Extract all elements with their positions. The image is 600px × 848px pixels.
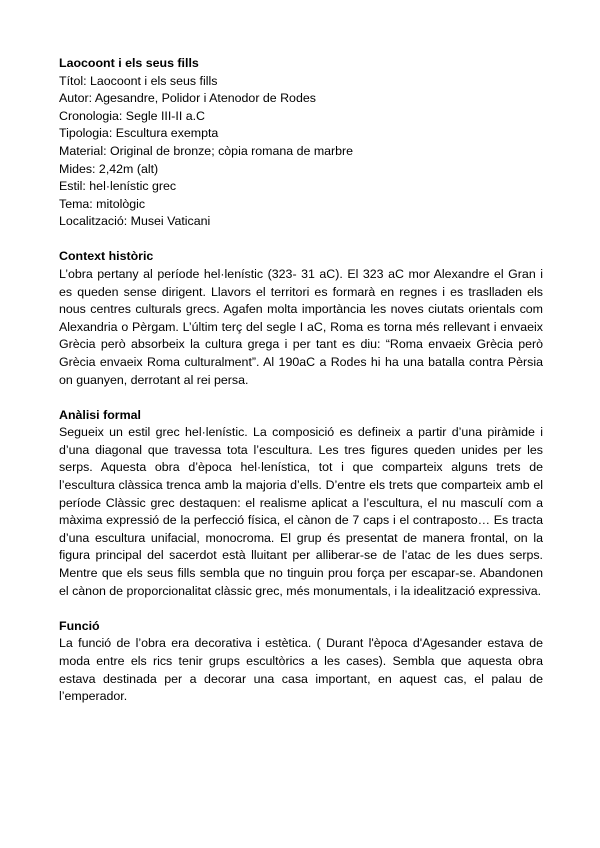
function-section	[59, 618, 543, 706]
document-title: Laocoont i els seus fills	[59, 56, 199, 70]
record-material-line: Material: Original de bronze; còpia romana de marbre	[59, 143, 354, 158]
historical-context-heading: Context històric	[59, 249, 154, 264]
record-size-line: Mides: 2,42m (alt)	[59, 161, 159, 176]
formal-analysis-heading: Anàlisi formal	[59, 407, 141, 422]
document-page	[59, 55, 543, 706]
record-chronology-line: Cronologia: Segle III-II a.C	[59, 108, 206, 123]
artwork-record	[59, 55, 543, 231]
function-heading: Funció	[59, 618, 100, 633]
record-location-line: Localització: Musei Vaticani	[59, 214, 211, 229]
historical-context-text: L’obra pertany al període hel·lenístic (323- 31 aC). El 323 aC mor Alexandre el Gran i es queden sense dirigent. Llavors el territori es formarà en regnes i es traslladen els nous centres culturals grecs. Agafen molta importància les noves ciutats orientals com Alexandria o Pèrgam. L’últim terç del segle I aC, Roma es torna més rellevant i envaeix Grècia però absorbeix la cultura grega i per tant es diu: “Roma envaeix Grècia però Grècia envaeix Roma culturalment”. Al 190aC a Rodes hi ha una batalla contra Pèrsia on guanyen, derrotant al rei persa.	[59, 267, 543, 387]
record-author-line: Autor: Agesandre, Polidor i Atenodor de Rodes	[59, 91, 316, 106]
historical-context-section	[59, 248, 543, 389]
formal-analysis-section	[59, 407, 543, 601]
record-style-line: Estil: hel·lenístic grec	[59, 179, 177, 194]
record-typology-line: Tipologia: Escultura exempta	[59, 126, 219, 141]
record-theme-line: Tema: mitològic	[59, 196, 146, 211]
formal-analysis-text: Segueix un estil grec hel·lenístic. La composició es defineix a partir d’una piràmide i d’una diagonal que travessa tota l’escultura. Les tres figures queden unides per les serps. Aquesta obra d’època hel·lenística, tot i que comparteix alguns trets de l’escultura clàssica trenca amb la majoria d’ells. D’entre els trets que comparteix amb el període Clàssic grec destaquen: el realisme aplicat a l’escultura, el nu masculí com a màxima expressió de la perfecció física, el cànon de 7 caps i el contraposto… Es tracta d’una escultura unifacial, monocroma. El grup és presentat de manera frontal, on la figura principal del sacerdot està lluitant per alliberar-se de l’atac de les dues serps. Mentre que els seus fills sembla que no tinguin prou força per escapar-se. Abandonen el cànon de proporcionalitat clàssic grec, més monumentals, i la idealització expressiva.	[59, 425, 543, 598]
record-title-line: Títol: Laocoont i els seus fills	[59, 73, 218, 88]
function-text: La funció de l’obra era decorativa i estètica. ( Durant l'època d'Agesander estava de moda entre els rics tenir grups escultòrics a les cases). Sembla que aquesta obra estava destinada per a decorar una casa important, en aquest cas, el palau de l’emperador.	[59, 636, 543, 704]
